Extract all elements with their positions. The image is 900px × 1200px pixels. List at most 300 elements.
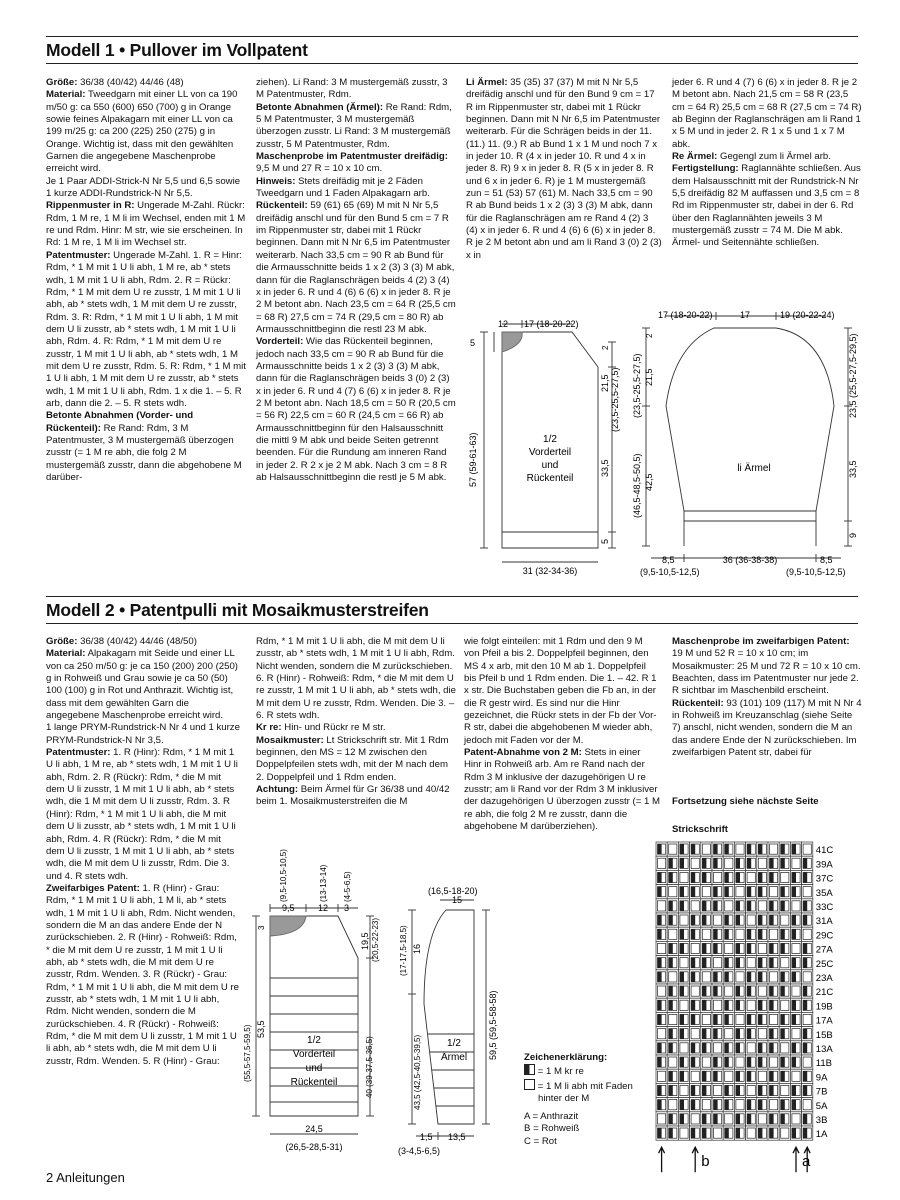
chart-cell — [768, 1126, 779, 1140]
chart-cell — [802, 956, 813, 970]
chart-cell — [779, 899, 790, 913]
section2-title: Modell 2 • Patentpulli mit Mosaikmusterstreifen — [46, 600, 429, 620]
chart-cell — [701, 998, 712, 1012]
sleeve-right-raglan: 23,5 (25,5-27,5-29,5) — [848, 333, 858, 418]
chart-cell — [802, 899, 813, 913]
chart-cell — [712, 970, 723, 984]
chart-cell — [701, 856, 712, 870]
sleeve-top-b: 17 — [740, 310, 751, 320]
chart-cell — [790, 1055, 801, 1069]
chart-cell — [734, 1069, 745, 1083]
chart-cell — [678, 870, 689, 884]
chart-cell — [779, 1112, 790, 1126]
section2-column-4 — [672, 636, 862, 759]
chart-cell — [779, 1083, 790, 1097]
paragraph-label: Betonte Abnahmen (Ärmel): — [256, 101, 384, 113]
chart-cell — [790, 956, 801, 970]
sleeve2-label-half: 1/2 — [447, 1038, 461, 1049]
legend-c: C = Rot — [524, 1135, 557, 1147]
sleeve-bottom-c2: (9,5-10,5-12,5) — [786, 567, 846, 577]
chart-cell — [757, 1126, 768, 1140]
chart-cell — [734, 1055, 745, 1069]
paragraph-text: Ungerade M-Zahl. 1. R = Hinr: Rdm, * 1 M mit 1 U li abh, 1 M re, ab * stets wdh, 1 M mit 1 U li abh, Rdm. 2. R = Rückr: Rdm, * 1 M mit dem U re zusstr, 1 M mit 1 U li abh, ab * stets wdh, 1 M mit dem U re zusstr, Rdm. 3. R: Rdm, * 1 M mit 1 U li abh, 1 M mit dem U li zusstr, ab * stets wdh, 1 M mit 1 U li abh, Rdm. 4. R: Rdm, * 1 M mit dem U re zusstr, 1 M mit 1 U li abh, ab * stets wdh, 1 M mit dem U re zusstr, Rdm. 5. R: Rdm, * 1 M mit 1 U li abh, 1 M mit dem U re zusstr, ab * stets wdh, 1 M mit 1 U li abh, Rdm. 1 x die 1. – 5. R arb, dann die 2. – 5. R stets wdh. — [46, 249, 246, 409]
section1-column-3 — [466, 77, 662, 262]
chart-cell — [701, 913, 712, 927]
chart-cell — [790, 1069, 801, 1083]
chart-cell — [656, 1098, 667, 1112]
chart-cell — [701, 941, 712, 955]
paragraph-text: 9,5 M und 27 R = 10 x 10 cm. — [256, 163, 383, 175]
sleeve2-top2: 15 — [452, 895, 463, 905]
chart-cell — [723, 1027, 734, 1041]
front2-top-b2: 12 — [318, 903, 329, 913]
chart-cell — [734, 998, 745, 1012]
chart-row-label: 23A — [815, 973, 833, 984]
front-right-raglan: 21,5 — [600, 374, 610, 392]
front-top-dim-b: 17 (18-20-22) — [524, 319, 579, 329]
paragraph-text: Re Rand: Rdm, 5 M Patentmuster, 3 M mustergemäß überzogen zusstr. Li Rand: 3 M mustergemäß zusstr, 5 M Patentmuster, Rdm. — [256, 101, 452, 150]
front-right-bund: 5 — [600, 538, 610, 544]
paragraph — [46, 410, 246, 484]
chart-cell — [757, 870, 768, 884]
chart-cell — [802, 913, 813, 927]
chart-cell — [768, 1055, 779, 1069]
chart-cell — [667, 970, 678, 984]
chart-cell — [712, 1055, 723, 1069]
paragraph-text: 1. R (Hinr) - Grau: Rdm, * 1 M mit 1 U li abh, 1 M li, ab * stets wdh, 1 M mit 1 U li abh, Rdm. Nicht wenden, sondern die M an das andere Ende der N zurückschieben. 2. R (Hinr) - Rohweiß: Rdm, * die M mit dem U re zusstr, 1 M mit 1 U li abh, ab * stets wdh, die M mit dem U re zusstr, Rdm. Wenden. 3. R (Rückr) - Grau: Rdm, * 1 M mit 1 U li abh, die M mit dem U re zusstr, ab * stets wdh, 1 M mit 1 U li abh, Rdm. Nicht wenden, sondern die M zurückschieben. 4. R (Rückr) - Rohweiß: Rdm, * die M mit dem U li zusstr, 1 M mit 1 U li abh, ab * stets wdh, die M mit dem U li zusstr, Rdm. Wenden. 5. R (Hinr) - Grau: — [46, 882, 239, 1067]
chart-cell — [768, 913, 779, 927]
chart-cell — [712, 1112, 723, 1126]
chart-cell — [757, 927, 768, 941]
chart-cell — [678, 1083, 689, 1097]
chart-cell — [734, 970, 745, 984]
chart-cell — [802, 1069, 813, 1083]
chart-cell — [757, 842, 768, 856]
chart-cell — [757, 970, 768, 984]
chart-cell — [656, 885, 667, 899]
chart-cell — [746, 842, 757, 856]
legend-b: B = Rohweiß — [524, 1123, 580, 1135]
sleeve2-left-raglan: 16 — [412, 943, 422, 954]
section2-column-1 — [46, 636, 242, 1068]
chart-cell — [690, 1112, 701, 1126]
paragraph — [672, 77, 862, 151]
chart-cell — [690, 1083, 701, 1097]
chart-row-label: 1A — [815, 1129, 828, 1141]
chart-cell — [656, 1055, 667, 1069]
chart-cell — [790, 1083, 801, 1097]
chart-cell — [802, 927, 813, 941]
chart-cell — [667, 1041, 678, 1055]
chart-cell — [656, 870, 667, 884]
section1-column-1 — [46, 77, 246, 484]
chart-arrow-icon — [659, 1147, 665, 1172]
paragraph-text: Gegengl zum li Ärmel arb. — [717, 151, 831, 163]
chart-cell — [757, 885, 768, 899]
chart-cell — [746, 970, 757, 984]
paragraph-text: 36/38 (40/42) 44/46 (48) — [77, 77, 184, 88]
chart-cell — [768, 1098, 779, 1112]
sleeve-right-body: 33,5 — [848, 460, 858, 478]
chart-row-label: 31A — [815, 916, 833, 928]
chart-cell — [667, 1069, 678, 1083]
chart-cell — [678, 1012, 689, 1026]
chart-cell — [712, 1012, 723, 1026]
chart-cell — [734, 913, 745, 927]
paragraph — [256, 336, 456, 484]
chart-cell — [723, 1041, 734, 1055]
chart-cell — [656, 998, 667, 1012]
chart-cell — [757, 1027, 768, 1041]
chart-cell — [768, 1027, 779, 1041]
chart-cell — [734, 927, 745, 941]
chart-row-label: 17A — [815, 1015, 833, 1027]
chart-cell — [656, 1027, 667, 1041]
chart-cell — [723, 1098, 734, 1112]
knitting-chart — [654, 840, 866, 1170]
front2-label-und: und — [305, 1063, 323, 1074]
paragraph-text: 1. R (Hinr): Rdm, * 1 M mit 1 U li abh, 1 M re, ab * stets wdh, 1 M mit 1 U li abh, Rdm. 2. R (Rückr): Rdm, * die M mit dem U li zusstr, 1 M mit 1 U li abh, ab * stets wdh, die 1 M mit dem U li zusstr, Rdm. 3. R (Hinr): Rdm, * 1 M mit 1 U li abh, die M mit dem U li zusstr, ab * stets wdh, 1 M mit 1 U li abh, Rdm. 4. R (Rückr): Rdm, * die M mit dem U li zusstr, 1 M mit 1 U li abh, ab * stets wdh, die M mit dem U li zusstr, Rdm. Die 3. und 4. R stets wdh. — [46, 747, 238, 882]
chart-cell — [690, 842, 701, 856]
chart-cell — [802, 998, 813, 1012]
chart-cell — [779, 984, 790, 998]
chart-cell — [790, 856, 801, 870]
paragraph-text: Lt Strickschrift str. Mit 1 Rdm beginnen, den MS = 12 M zwischen den Doppelpfeilen stets wdh, mit der M nach dem 2. Doppelpfeil und 1 Rdm enden. — [256, 734, 449, 783]
paragraph-label: Zweifarbiges Patent: — [46, 882, 140, 894]
chart-cell — [712, 984, 723, 998]
chart-cell — [779, 1126, 790, 1140]
sleeve-top-a: 17 (18-20-22) — [658, 310, 713, 320]
chart-cell — [667, 870, 678, 884]
chart-cell — [712, 956, 723, 970]
chart-cell — [779, 842, 790, 856]
chart-cell — [656, 941, 667, 955]
chart-cell — [701, 1012, 712, 1026]
chart-cell — [667, 984, 678, 998]
paragraph — [46, 747, 242, 883]
paragraph-text: 59 (61) 65 (69) M mit N Nr 5,5 dreifädig anschl und für den Bund 5 cm = 7 R im Rippenmuster str, dabei mit 1 Rückr beginnen. Dann mit N Nr 6,5 im Patentmuster weiterarb. Nach 33,5 cm = 90 R ab Bund für die Armausschnitte beids 1 x 2 (3) 3 (3) M abk, dann für die Raglanschrägen beids 4 (2) 3 (4) x in jeder 6. R und 4 (6) 6 (6) x in jeder 8. R je 2 M betont abn. Nach 23,5 cm = 64 R (25,5 cm = 68 R) 27,5 cm = 74 R (29,5 cm = 80 R) ab Armausschnittbeginn die restl 23 M abk. — [256, 200, 456, 335]
chart-cell — [746, 1083, 757, 1097]
chart-cell — [790, 1098, 801, 1112]
legend — [524, 1052, 664, 1148]
chart-cell — [701, 885, 712, 899]
chart-cell — [779, 913, 790, 927]
chart-cell — [667, 941, 678, 955]
front2-left-small: 3 — [257, 925, 266, 930]
chart-cell — [746, 1126, 757, 1140]
sleeve-bottom-a: 8,5 — [662, 555, 675, 565]
chart-cell — [701, 899, 712, 913]
chart-cell — [723, 856, 734, 870]
chart-cell — [678, 927, 689, 941]
chart-cell — [712, 885, 723, 899]
paragraph-label: Mosaikmuster: — [256, 734, 324, 746]
legend-title: Zeichenerklärung: — [524, 1052, 608, 1063]
chart-cell — [712, 913, 723, 927]
chart-cell — [701, 1098, 712, 1112]
chart-cell — [734, 941, 745, 955]
chart-cell — [746, 870, 757, 884]
chart-cell — [757, 899, 768, 913]
front2-left-total: 53,5 — [256, 1020, 266, 1038]
paragraph-label: Hinweis: — [256, 175, 296, 187]
section2-rule-bottom — [46, 623, 858, 624]
chart-cell — [678, 842, 689, 856]
chart-cell — [757, 956, 768, 970]
chart-cell — [712, 856, 723, 870]
chart-cell — [690, 941, 701, 955]
chart-cell — [667, 1098, 678, 1112]
chart-cell — [790, 842, 801, 856]
chart-cell — [768, 970, 779, 984]
chart-cell — [802, 1126, 813, 1140]
chart-cell — [746, 856, 757, 870]
chart-cell — [667, 1112, 678, 1126]
diagram-front-back-1 — [462, 312, 622, 582]
chart-cell — [802, 1083, 813, 1097]
chart-cell — [779, 1098, 790, 1112]
chart-arrow-label: b — [701, 1153, 710, 1171]
paragraph — [46, 648, 242, 722]
chart-cell — [678, 1112, 689, 1126]
section2-rule-top — [46, 596, 858, 597]
chart-cell — [667, 998, 678, 1012]
chart-cell — [734, 1126, 745, 1140]
chart-cell — [779, 1055, 790, 1069]
chart-cell — [701, 1055, 712, 1069]
front-top-dim-a: 12 — [498, 319, 509, 329]
chart-cell — [690, 1126, 701, 1140]
chart-cell — [690, 899, 701, 913]
chart-cell — [712, 1069, 723, 1083]
chart-cell — [656, 842, 667, 856]
paragraph-label: Material: — [46, 89, 86, 101]
paragraph — [672, 151, 862, 163]
sleeve-right-bund: 9 — [848, 532, 858, 538]
paragraph-text: Tweedgarn mit einer LL von ca 190 m/50 g: ca 550 (600) 650 (700) g in Orange sowie feines Alpakagarn mit einer LL von ca 199 m/25 g: ca 200 (225) 250 (275) g in Orange. Wichtig ist, dass mit den gewählten Garnen die angegebene Maschenprobe erreicht wird. — [46, 89, 238, 175]
chart-cell — [779, 856, 790, 870]
section1-column-4 — [672, 77, 862, 250]
paragraph-label: Rippenmuster in R: — [46, 200, 135, 212]
chart-cell — [768, 885, 779, 899]
chart-row-label: 5A — [815, 1100, 828, 1112]
chart-cell — [678, 970, 689, 984]
chart-cell — [678, 998, 689, 1012]
chart-cell — [701, 956, 712, 970]
paragraph — [46, 883, 242, 1068]
chart-cell — [656, 1012, 667, 1026]
paragraph-label: Material: — [46, 648, 86, 660]
chart-cell — [802, 1055, 813, 1069]
paragraph-text: Rdm, * 1 M mit 1 U li abh, die M mit dem U li zusstr, ab * stets wdh, 1 M mit 1 U li abh, Rdm. Nicht wenden, sondern die M zurückschieben. 6. R (Hinr) - Rohweiß: Rdm, * die M mit dem U re zusstr, 1 M mit 1 U li abh, ab * stets wdh, die M mit dem U re zusstr, Rdm. Wenden. Die 3. – 6. R stets wdh. — [256, 636, 456, 722]
paragraph — [466, 77, 662, 262]
paragraph-text: Wie das Rückenteil beginnen, jedoch nach 33,5 cm = 90 R ab Bund für die Armausschnitte beids 1 x 2 (3) 3 (3) M abk, dann für die Raglanschrägen beids 3 (0) 2 (3) x in jeder 6. R und 4 (7) 6 (6) x in jeder 8. R je 2 M betont abn. Nach 18,5 cm = 50 R (20,5 cm = 56 R) 22,5 cm = 60 R (24,5 cm = 66 R) ab Armausschnittbeginn für den Halsausschnitt die mittl 9 M abk und beide Seiten getrennt beenden. Für die Rundung am inneren Rand in jeder 2. R 2 x je 2 M abk. Nach 3 cm = 8 R ab Halsausschnittbeginn die restl je 5 M abk. — [256, 336, 456, 483]
chart-cell — [667, 1055, 678, 1069]
paragraph-text: Hin- und Rückr re M str. — [281, 722, 386, 734]
chart-cell — [746, 1069, 757, 1083]
sleeve-left-raglan2: (23,5-25,5-27,5) — [632, 353, 642, 418]
chart-row-label: 33C — [815, 902, 834, 913]
chart-cell — [690, 1027, 701, 1041]
chart-cell — [790, 941, 801, 955]
paragraph-text: wie folgt einteilen: mit 1 Rdm und den 9 M von Pfeil a bis 2. Doppelpfeil beginnen, den MS 4 x arb, mit den 10 M ab 1. Doppelpfeil bis Pfeil b und 1 Rdm enden. Die 1. – 42. R 1 x str. Die Buchstaben geben die Fb an, in der die R gestr wird. Es sind nur die Hinr gezeichnet, die Rückr stets in der Fb der Vor-R str, dabei die abgehobenen M wieder abh, jedoch mit Faden vor der M. — [464, 636, 657, 746]
chart-title: Strickschrift — [672, 824, 728, 835]
paragraph — [46, 200, 246, 249]
chart-cell — [790, 899, 801, 913]
chart-cell — [667, 927, 678, 941]
chart-row-label: 21C — [815, 987, 834, 999]
chart-row-label: 35A — [815, 887, 833, 899]
paragraph-text: Alpakagarn mit Seide und einer LL von ca 250 m/50 g: je ca 150 (200) 200 (250) g in Rohweiß und Grau sowie je ca 50 (50) 100 (100) g in Rot und Anthrazit. Wichtig ist, dass mit dem gewählten Garn die angegebene Maschenprobe erreicht wird. — [46, 648, 238, 722]
chart-cell — [734, 870, 745, 884]
paragraph-label: Größe: — [46, 636, 78, 647]
front-left-total: 57 (59-61-63) — [468, 432, 478, 487]
chart-cell — [667, 885, 678, 899]
chart-row-label: 39A — [815, 859, 833, 871]
chart-cell — [802, 1098, 813, 1112]
chart-cell — [656, 899, 667, 913]
chart-cell — [690, 927, 701, 941]
chart-cell — [768, 1083, 779, 1097]
chart-cell — [790, 984, 801, 998]
chart-cell — [779, 870, 790, 884]
chart-cell — [790, 970, 801, 984]
chart-row-label: 19B — [815, 1001, 833, 1013]
chart-row-label: 15B — [815, 1029, 833, 1041]
chart-cell — [746, 913, 757, 927]
paragraph-text: Je 1 Paar ADDI-Strick-N Nr 5,5 und 6,5 sowie 1 kurze ADDI-Rundstrick-N Nr 5,5. — [46, 175, 241, 200]
paragraph — [256, 722, 456, 734]
paragraph — [46, 89, 246, 175]
chart-cell — [790, 1012, 801, 1026]
chart-cell — [768, 1041, 779, 1055]
chart-cell — [802, 970, 813, 984]
chart-cell — [779, 956, 790, 970]
section2-column-2 — [256, 636, 456, 809]
chart-cell — [723, 899, 734, 913]
sleeve2-left-raglan2: (17-17,5-18,5) — [399, 925, 408, 976]
chart-cell — [712, 941, 723, 955]
paragraph — [464, 747, 660, 833]
chart-cell — [656, 856, 667, 870]
chart-cell — [734, 842, 745, 856]
legend-item-slip: = 1 M li abh mit Faden — [524, 1079, 664, 1093]
chart-arrow-icon — [793, 1147, 799, 1172]
legend-knit-symbol-icon — [524, 1064, 535, 1075]
chart-cell — [656, 1041, 667, 1055]
chart-cell — [701, 1112, 712, 1126]
chart-cell — [656, 913, 667, 927]
paragraph-text: Stets in einer Hinr in Rohweiß arb. Am re Rand nach der Rdm 3 M inklusive der dazugehörigen U re zusstr; am li Rand vor der Rdm 3 M inklusiver der dazugehörigen U überzogen zusstr (= 1 M re abh, die folg 2 M re zusstr, dann die abgehobene M darüberziehen). — [464, 747, 660, 833]
paragraph-text: Beim Ärmel für Gr 36/38 und 40/42 beim 1. Mosaikmusterstreifen die M — [256, 784, 450, 808]
chart-cell — [790, 1112, 801, 1126]
front-right-raglan2: (23,5-25,5-27,5) — [610, 367, 620, 432]
chart-cell — [757, 856, 768, 870]
chart-cell — [734, 885, 745, 899]
chart-cell — [701, 870, 712, 884]
front-right-body: 33,5 — [600, 459, 610, 477]
chart-cell — [779, 927, 790, 941]
paragraph-label: Vorderteil: — [256, 336, 304, 348]
chart-cell — [734, 1083, 745, 1097]
chart-cell — [723, 913, 734, 927]
chart-cell — [734, 1027, 745, 1041]
chart-cell — [757, 913, 768, 927]
paragraph-text: Stets dreifädig mit je 2 Fäden Tweedgarn und 1 Faden Alpakagarn arb. — [256, 175, 430, 200]
chart-cell — [757, 1098, 768, 1112]
sleeve-bottom-b: 36 (36-38-38) — [722, 555, 778, 565]
chart-cell — [802, 870, 813, 884]
diagram-sleeve-2 — [396, 884, 508, 1160]
chart-row-label: 41C — [815, 845, 834, 857]
chart-cell — [656, 1083, 667, 1097]
chart-cell — [802, 1112, 813, 1126]
chart-cell — [690, 998, 701, 1012]
chart-cell — [802, 941, 813, 955]
chart-cell — [746, 1012, 757, 1026]
legend-item-knit: = 1 M kr re — [524, 1064, 664, 1078]
front2-top-a: (9,5-10,5-10,5) — [279, 849, 288, 902]
chart-cell — [667, 1126, 678, 1140]
sleeve-left-total: 42,5 — [644, 473, 654, 491]
chart-cell — [678, 913, 689, 927]
paragraph-label: Betonte Abnahmen (Vorder- und Rückenteil): — [46, 410, 194, 434]
paragraph-text: Raglannähte schließen. Aus dem Halsausschnitt mit der Rundstrick-N Nr 5,5 dreifädig 82 M auffassen und 3,5 cm = 8 Rd im Rippenmuster str, dabei in der 6. Rd über den Raglannähten jeweils 3 M mustergemäß zusstr = 74 M. Die M abk. Ärmel- und Seitennähte schließen. — [672, 163, 861, 249]
chart-cell — [723, 1126, 734, 1140]
front2-top-c: (4-5-6,5) — [343, 871, 352, 902]
front2-top-c2: 3 — [344, 903, 350, 913]
chart-cell — [723, 1055, 734, 1069]
chart-cell — [712, 870, 723, 884]
chart-cell — [790, 885, 801, 899]
chart-row-label: 25C — [815, 958, 834, 970]
paragraph-text: jeder 6. R und 4 (7) 6 (6) x in jeder 8. R je 2 M betont abn. Nach 21,5 cm = 58 R (23,5 cm = 64 R) 25,5 cm = 68 R (27,5 cm = 74 R) ab Beginn der Raglanschrägen am li Rand 1 x 5 M und in jeder 2. R 1 x 5 und 1 x 7 M abk. — [672, 77, 862, 150]
paragraph-label: Re Ärmel: — [672, 151, 718, 163]
chart-cell — [678, 941, 689, 955]
sleeve-label: li Ärmel — [737, 463, 771, 474]
section1-rule-top — [46, 36, 858, 37]
chart-cell — [701, 1041, 712, 1055]
chart-cell — [690, 1041, 701, 1055]
chart-cell — [667, 913, 678, 927]
chart-cell — [779, 970, 790, 984]
paragraph — [46, 722, 242, 747]
chart-cell — [712, 1126, 723, 1140]
chart-cell — [779, 885, 790, 899]
chart-cell — [768, 941, 779, 955]
chart-cell — [779, 941, 790, 955]
chart-cell — [734, 1012, 745, 1026]
chart-row-label: 27A — [815, 944, 833, 956]
chart-cell — [768, 1012, 779, 1026]
chart-cell — [656, 1069, 667, 1083]
chart-cell — [757, 1083, 768, 1097]
chart-cell — [678, 856, 689, 870]
front-label-vorderteil: Vorderteil — [528, 447, 572, 458]
chart-cell — [678, 984, 689, 998]
chart-cell — [701, 1083, 712, 1097]
chart-cell — [667, 956, 678, 970]
chart-cell — [746, 984, 757, 998]
chart-cell — [712, 1027, 723, 1041]
chart-cell — [656, 927, 667, 941]
chart-cell — [667, 1012, 678, 1026]
chart-cell — [746, 956, 757, 970]
chart-cell — [690, 984, 701, 998]
chart-cell — [757, 984, 768, 998]
chart-cell — [690, 1055, 701, 1069]
chart-cell — [690, 856, 701, 870]
